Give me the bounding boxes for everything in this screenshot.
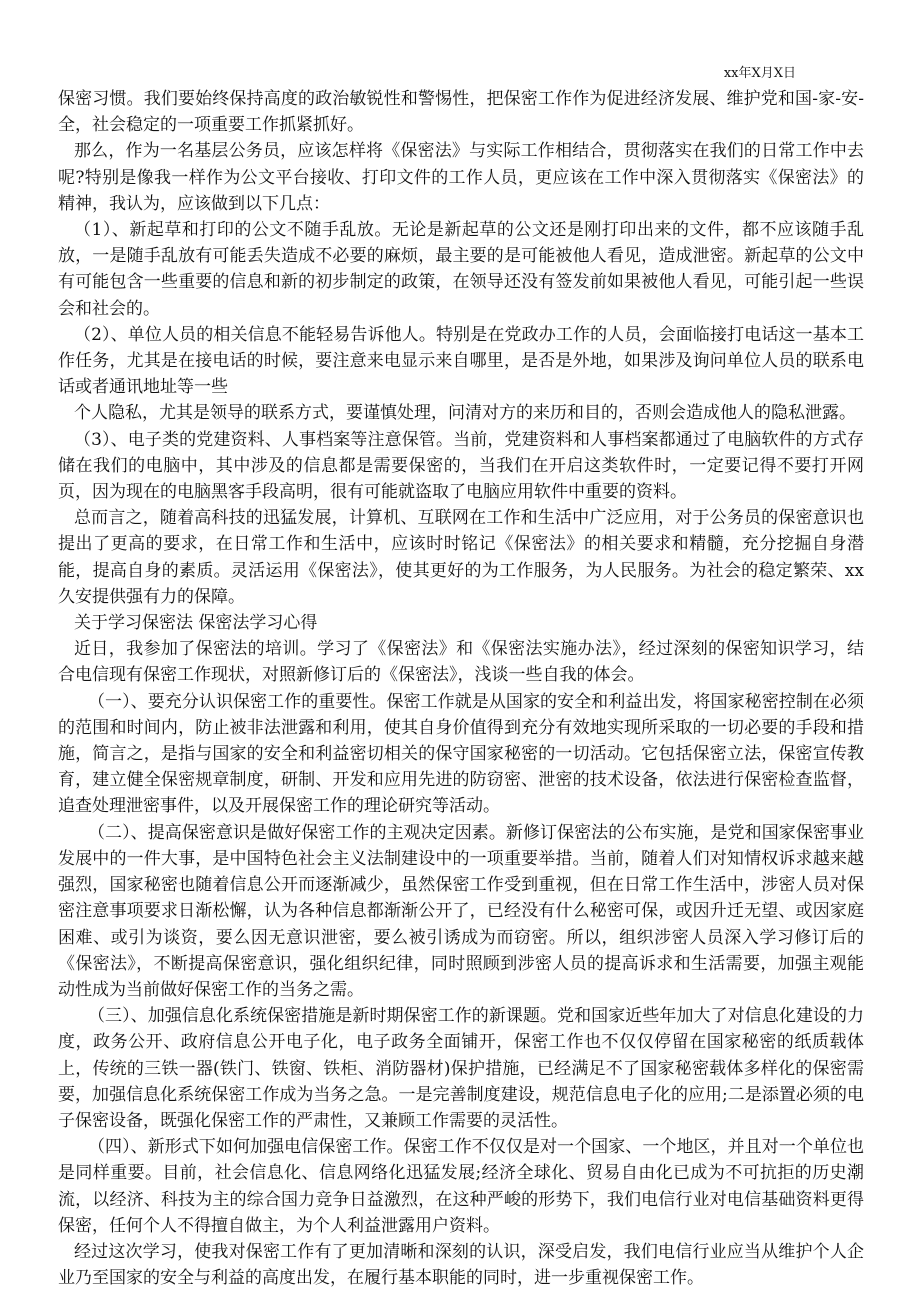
header-date: xx年X月X日: [723, 66, 796, 81]
paragraph-point-2-continued: 个人隐私，尤其是领导的联系方式，要谨慎处理，问清对方的来历和目的，否则会造成他人的隐私泄露。: [74, 403, 856, 424]
paragraph-point-2: （2）、单位人员的相关信息不能轻易告诉他人。特别是在党政办工作的人员，会面临接打电话这一基本工作任务，尤其是在接电话的时候，要注意来电显示来自哪里，是否是外地，如果涉及询问单位人员的联系电话或者通讯地址等一些: [58, 324, 864, 398]
paragraph-recent: 近日，我参加了保密法的培训。学习了《保密法》和《保密法实施办法》，经过深刻的保密知识学习，结合电信现有保密工作现状，对照新修订后的《保密法》，浅谈一些自我的体会。: [58, 639, 864, 686]
paragraph-section-one: （一）、要充分认识保密工作的重要性。保密工作就是从国家的安全和利益出发，将国家秘密控制在必须的范围和时间内，防止被非法泄露和利用，使其自身价值得到充分有效地实现所采取的一切必要的手段和措施，简言之，是指与国家的安全和利益密切相关的保守国家秘密的一切活动。它包括保密立法，保密宣传教育，建立健全保密规章制度，研制、开发和应用先进的防窃密、泄密的技术设备，依法进行保密检查监督，追查处理泄密事件，以及开展保密工作的理论研究等活动。: [58, 691, 864, 817]
paragraph-section-four: （四）、新形式下如何加强电信保密工作。保密工作不仅仅是对一个国家、一个地区，并且对一个单位也是同样重要。目前，社会信息化、信息网络化迅猛发展;经济全球化、贸易自由化已成为不可抗拒的历史潮流，以经济、科技为主的综合国力竞争日益激烈，在这种严峻的形势下，我们电信行业对电信基础资料更得保密，任何个人不得擅自做主，为个人利益泄露用户资料。: [58, 1137, 864, 1236]
section-subtitle: 关于学习保密法 保密法学习心得: [74, 613, 318, 634]
paragraph-summary: 总而言之，随着高科技的迅猛发展，计算机、互联网在工作和生活中广泛应用，对于公务员的保密意识也提出了更高的要求，在日常工作和生活中，应该时时铭记《保密法》的相关要求和精髓，充分挖掘自身潜能，提高自身的素质。灵活运用《保密法》，使其更好的为工作服务，为人民服务。为社会的稳定繁荣、xx久安提供强有力的保障。: [58, 508, 864, 607]
paragraph-then: 那么，作为一名基层公务员，应该怎样将《保密法》与实际工作相结合，贯彻落实在我们的日常工作中去呢?特别是像我一样作为公文平台接收、打印文件的工作人员，更应该在工作中深入贯彻落实《保密法》的精神，我认为，应该做到以下几点：: [58, 141, 864, 214]
paragraph-point-3: （3）、电子类的党建资料、人事档案等注意保管。当前，党建资料和人事档案都通过了电脑软件的方式存储在我们的电脑中，其中涉及的信息都是需要保密的，当我们在开启这类软件时，一定要记得不要打开网页，因为现在的电脑黑客手段高明，很有可能就盗取了电脑应用软件中重要的资料。: [58, 429, 864, 503]
paragraph-point-1: （1）、新起草和打印的公文不随手乱放。无论是新起草的公文还是刚打印出来的文件，都不应该随手乱放，一是随手乱放有可能丢失造成不必要的麻烦，最主要的是可能被他人看见，造成泄密。新起草的公文中有可能包含一些重要的信息和新的初步制定的政策，在领导还没有签发前如果被他人看见，可能引起一些误会和社会的。: [58, 220, 864, 319]
paragraph-intro-end: 保密习惯。我们要始终保持高度的政治敏锐性和警惕性，把保密工作作为促进经济发展、维护党和国-家-安-全，社会稳定的一项重要工作抓紧抓好。: [58, 89, 864, 136]
paragraph-section-two: （二）、提高保密意识是做好保密工作的主观决定因素。新修订保密法的公布实施，是党和国家保密事业发展中的一件大事，是中国特色社会主义法制建设中的一项重要举措。当前，随着人们对知情权诉求越来越强烈，国家秘密也随着信息公开而逐渐减少，虽然保密工作受到重视，但在日常工作生活中，涉密人员对保密注意事项要求日渐松懈，认为各种信息都渐渐公开了，已经没有什么秘密可保，或因升迁无望、或因家庭困难、或引为谈资，要么因无意识泄密，要么被引诱成为而窃密。所以，组织涉密人员深入学习修订后的《保密法》，不断提高保密意识，强化组织纪律，同时照顾到涉密人员的提高诉求和生活需要，加强主观能动性成为当前做好保密工作的当务之需。: [58, 822, 864, 1000]
paragraph-conclusion: 经过这次学习，使我对保密工作有了更加清晰和深刻的认识，深受启发，我们电信行业应当从维护个人企业乃至国家的安全与利益的高度出发，在履行基本职能的同时，进一步重视保密工作。: [58, 1241, 864, 1289]
paragraph-section-three: （三）、加强信息化系统保密措施是新时期保密工作的新课题。党和国家近些年加大了对信息化建设的力度，政务公开、政府信息公开电子化，电子政务全面铺开，保密工作也不仅仅停留在国家秘密的纸质载体上，传统的三铁一器(铁门、铁窗、铁柜、消防器材)保护措施，已经满足不了国家秘密载体多样化的保密需要，加强信息化系统保密工作成为当务之急。一是完善制度建设，规范信息电子化的应用;二是添置必须的电子保密设备，既强化保密工作的严肃性，又兼顾工作需要的灵活性。: [58, 1006, 864, 1131]
document-body: [58, 86, 864, 1291]
